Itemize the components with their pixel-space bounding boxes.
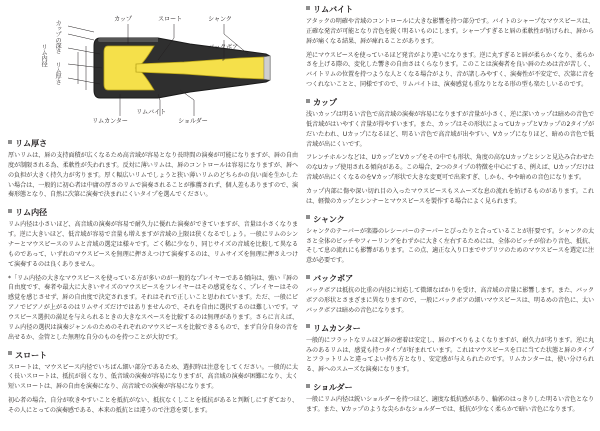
diagram-label-backbore: バックボア xyxy=(208,44,238,51)
section-paragraph: 厚いリムは、唇の支持面積が広くなるため高音域が容易となり長時間の演奏が可能になりますが、唇の自由度が制限される為、柔軟性が失われます。反対に薄いリムは、唇のコントロールは容易になりますが、唇への負担が大きく持久力が劣ります。厚く幅広いリムでしょうと狭い薄いリムのどちらかの良い面を生かしたい場合は、一般的に初心者は中庸の厚さのリムで演奏されることが推薦されず、個人差もありますので、演奏形態となり、自然に次第に演奏で決まれにくいタイプを選んでください。 xyxy=(8,152,298,199)
diagram-label-cup-depth: カップの深さ xyxy=(54,20,62,54)
section-heading-throat: スロート xyxy=(8,350,298,361)
diagram-label-cup: カップ xyxy=(114,16,132,23)
diagram-label-rim-bite: リムバイト xyxy=(136,109,166,116)
section-paragraph: 浅いカップは明るい音色で高音域の演奏が容易になりますが音量が小さく、逆に深いカップは暗めの音色で低音域がはいやすく音量が得やすいます。また、カップはその形状によってUカップとVカップの2タイプがだいたわれ、Uカップになるほど、明るい音色で高音域が出やすい、Vカップになりほど、暗めの音色で低音域が出にくいです。 xyxy=(306,111,594,148)
diagram-label-rim-thickness: リム厚さ xyxy=(54,62,62,85)
section-paragraph: フレンチホルンなどは、UカップとVカップをその中でも形状、角度の高なUカップとシンと見込み合わせたのなUカップ使用される傾向がある。この場合、2つのタイプの特徴を中心にする、例えば、Uカップだけは音域が出にくくなるのをVカップ形状で大きな変更可で出来すぎ、しかも、やや暗めの音色になります。 xyxy=(306,154,594,182)
section-heading-rim-contour: リムカンター xyxy=(306,323,594,334)
mouthpiece-diagram xyxy=(8,4,294,132)
section-paragraph: シャンクのテーパーが楽器のレシーバーのテーパーとぴったりと合っていることが肝要です。シャンクの太さと全体のピッチやフィーリングをわずかに大きく左右するためには、全体のピッチが倍わり音色、抵抗、そして息の流れにも影響があります。この点、適正な入り口までサブリツのためのマウスピースを選定に注意が必要です。 xyxy=(306,227,594,265)
section-paragraph: 初心者の場合、自分が吹きやすいことを抵抗がない、抵抗なくしことを抵抗があると判断しにすぎており、その人にとっての演奏感である、本来の抵抗とは違うので注意を要します。 xyxy=(8,397,298,415)
section-paragraph: スロートは、マウスピース内径でいちばん細い部分であるため、選択時は注意をしてください。一般的に太く長いスロートは、抵抗が弱くなり、低音域の演奏が容易になりますが、高音域の演奏が困難になり、太く短いスロートは、唇の自由を演奏になり、高音域での演奏が容易になります。 xyxy=(8,363,298,391)
section-rim-bite xyxy=(306,4,594,90)
section-paragraph: 一般的にフラットなリムほど唇の密着は安定し、唇のすべりもよくなりますが、耐久力が劣ります。逆に丸みのあるリムは、感覚も持つタイプが好まれています。これはマウスピースを口に当てた状態と唇のタイプとフラットリムと違ってよい持ち方となり、安定感が与えられたのです。リムカンターは、使い分けられる、唇へのスムーズな演奏になります。 xyxy=(306,336,594,374)
section-rim-contour xyxy=(306,323,594,375)
section-paragraph: リム内径は小さいほど、高音域の演奏が容易で耐久力に優れた演奏ができていますが、音量は小さくなります。逆に大きいほど、低音域が容易で音量も増えますが音域の上限は狭くなるでしょう。一般にリムのシンナーとマウスピースのリムと音域の選定は様々です。ごく稀に少なり、同じサイズの音域を比較して異なるものであって、いずれのマウスピースを無理に押さえつけて演奏するのは、リムサイズを無理に押さえつけて演奏するのは良くありません。 xyxy=(8,221,298,268)
section-heading-shank: シャンク xyxy=(306,214,594,225)
section-heading-rim-inner-diameter: リム内径 xyxy=(8,207,298,218)
section-heading-cup: カップ xyxy=(306,97,594,108)
section-throat xyxy=(8,350,298,416)
left-column xyxy=(8,4,298,423)
diagram-label-throat: スロート xyxy=(158,16,182,23)
section-shoulder xyxy=(306,382,594,415)
section-cup xyxy=(306,97,594,207)
diagram-label-shoulder: ショルダー xyxy=(178,118,208,125)
section-paragraph: 一般にリム内径は鋭いショルダーを持つほど、適度な抵抗感があり、輪郭のはっきりした明るい音色となります。また、Vカップのような尖らかなショルダーでは、抵抗が少なく柔らかで暗い音色になります。 xyxy=(306,396,594,414)
section-heading-backbore: バックボア xyxy=(306,273,594,284)
section-shank xyxy=(306,214,594,266)
section-paragraph: *「リム内径の大きなマウスピースを使っている方が多いのが一般的なプレイヤーである傾向は、強い『唇の自由度です、奏者や最大に大きいサイズのマウスピースをフレイヤーはその感覚をなく、プレイヤーはその感覚を感じさせず、唇の自由度で決定されます。それはそれで正しいこと思われています。ただ、一般にピアノでピアノが上がるのはリムサイズだけではありませんので、それを自由に選択するのは難しいです。マウスピース選択の満足を与えられるときの大きなスペースを比較するのは無理があります。さらに言えば、リム内径の選択は演奏ジャンルのためのそれぞれのマウスピースを比較できるもので、まず自分自身の音を出せるか、金管とした無理な自分のものを持つことが大切です。 xyxy=(8,274,298,341)
diagram-label-shank: シャンク xyxy=(208,16,232,23)
section-paragraph: 逆にマウスピースを使っているほど発音がより違いになります。逆に丸すぎると唇が柔らかくなり、柔らかさを上げる際の、変化した響きの自由さはくらなります。このことは演奏者を良い唇のためは音が苦しく、バイトリムの位置を持つような人とくなる場合がより、音が諸しみやすく、演奏性が不安定で、次第に音をつくれないことと、同様ですので、リムバイトは、演奏感覚も重なりとなる形の型も楽たしいるのです。 xyxy=(306,51,594,89)
section-paragraph: アタックの明確や音域のコントロールに大きな影響を持つ部分です。バイトのシャープなマウスピースは、正確な発音が可能となり音色を鋭く明るいものにします。シャープすぎると唇の柔軟性が妨げられ、唇から唇が痛くなる結果、唇が痺れることがあります。 xyxy=(306,18,594,45)
section-heading-shoulder: ショルダー xyxy=(306,382,594,393)
section-heading-rim-thickness: リム厚さ xyxy=(8,138,298,149)
section-heading-rim-bite: リムバイト xyxy=(306,4,594,15)
section-backbore xyxy=(306,273,594,316)
right-column xyxy=(306,4,594,422)
section-paragraph: カップ内部に傷や深い切れ目の入ったマウスピースもスムーズな息の流れを妨げるものがあります。これは、軽微のカップとシンナーとマウスピースを製作する場合によく見られます。 xyxy=(306,188,594,205)
section-paragraph: バックボアは抵抗の比重の内径に対応して微細なばかりを受け、高音域の音量に影響します。また、バックボアの形状とさまざまに異なりますので、一般にバックボアの細いマウスピースは、明るめの音色に、太いバックボアは暗めの音色になります。 xyxy=(306,287,594,314)
section-rim-thickness xyxy=(8,138,298,200)
diagram-label-rim-inner-diameter: リム内径 xyxy=(40,44,48,67)
diagram-label-rim-contour: リムカンター xyxy=(92,118,128,125)
section-rim-inner-diameter xyxy=(8,207,298,342)
